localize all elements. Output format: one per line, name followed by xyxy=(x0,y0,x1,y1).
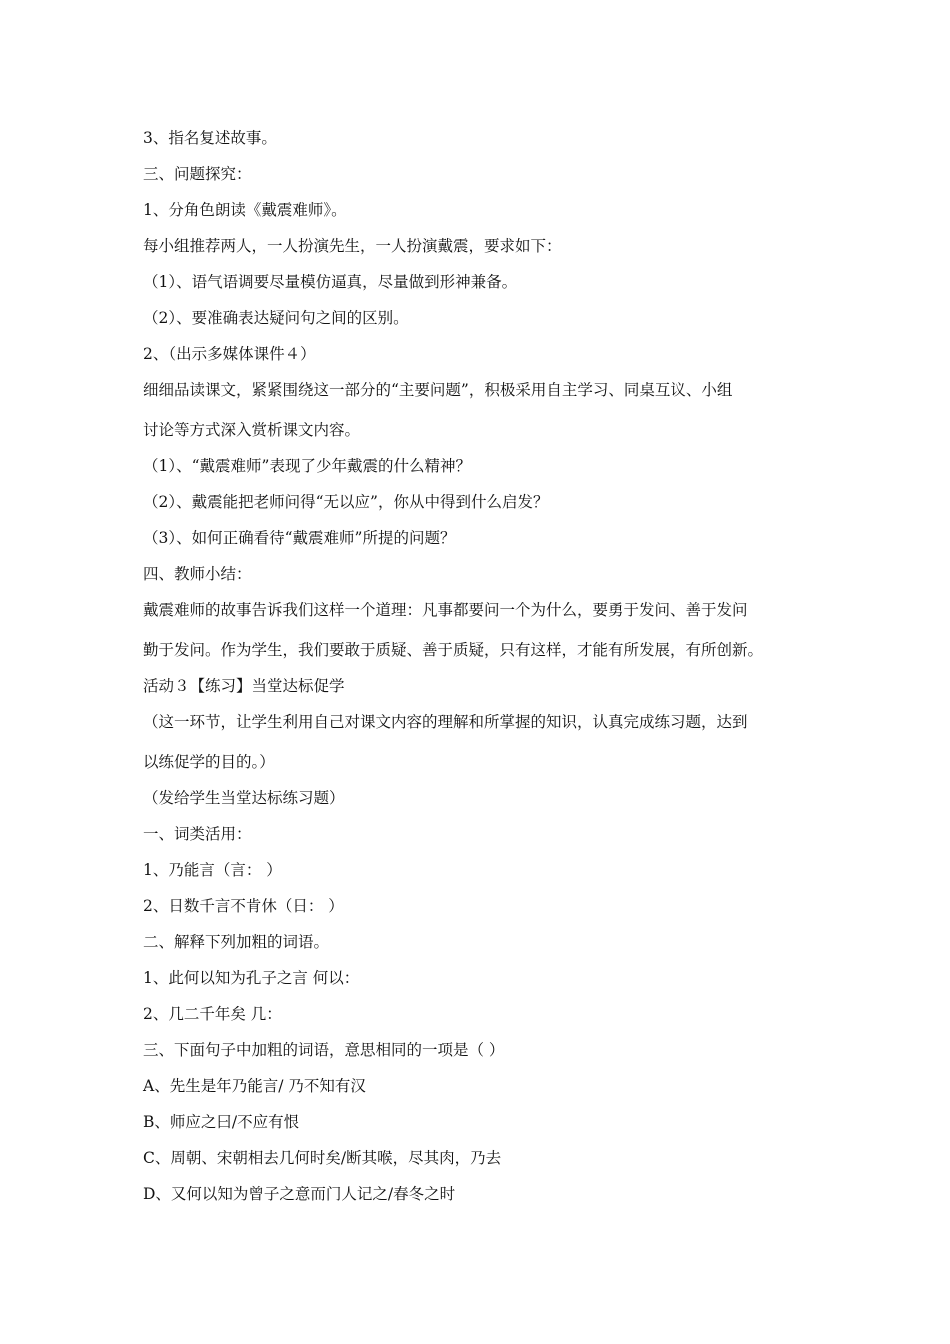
section-heading: 四、教师小结： xyxy=(143,565,252,583)
exercise-item: 2、几二千年矣 几： xyxy=(143,1005,282,1023)
text-line: 细细品读课文，紧紧围绕这一部分的“主要问题”，积极采用自主学习、同桌互议、小组 xyxy=(143,381,733,399)
exercise-item: 2、日数千言不肯休（日： ） xyxy=(143,897,344,915)
text-line: 3、指名复述故事。 xyxy=(143,129,277,147)
text-line: 讨论等方式深入赏析课文内容。 xyxy=(143,421,361,439)
option-a: A、先生是年乃能言/ 乃不知有汉 xyxy=(143,1077,366,1095)
text-line: 以练促学的目的。） xyxy=(143,753,275,771)
section-heading: 一、词类活用： xyxy=(143,825,252,843)
text-line: （2）、戴震能把老师问得“无以应”，你从中得到什么启发？ xyxy=(143,493,549,511)
text-line: （发给学生当堂达标练习题） xyxy=(143,789,345,807)
exercise-item: 1、乃能言（言： ） xyxy=(143,861,282,879)
section-heading: 三、问题探究： xyxy=(143,165,252,183)
section-heading: 三、下面句子中加粗的词语，意思相同的一项是（ ） xyxy=(143,1041,505,1059)
text-line: （1）、“戴震难师”表现了少年戴震的什么精神？ xyxy=(143,457,471,475)
text-line: 戴震难师的故事告诉我们这样一个道理：凡事都要问一个为什么，要勇于发问、善于发问 xyxy=(143,601,748,619)
option-d: D、又何以知为曾子之意而门人记之/春冬之时 xyxy=(143,1185,456,1203)
option-b: B、师应之曰/不应有恨 xyxy=(143,1113,300,1131)
option-c: C、周朝、宋朝相去几何时矣/断其喉，尽其肉，乃去 xyxy=(143,1149,502,1167)
text-line: （1）、语气语调要尽量模仿逼真，尽量做到形神兼备。 xyxy=(143,273,518,291)
exercise-item: 1、此何以知为孔子之言 何以： xyxy=(143,969,360,987)
text-line: 1、分角色朗读《戴震难师》。 xyxy=(143,201,347,219)
section-heading: 二、解释下列加粗的词语。 xyxy=(143,933,330,951)
text-line: （2）、要准确表达疑问句之间的区别。 xyxy=(143,309,409,327)
text-line: 每小组推荐两人，一人扮演先生，一人扮演戴震，要求如下： xyxy=(143,237,562,255)
activity-heading: 活动３【练习】当堂达标促学 xyxy=(143,677,345,695)
text-line: 勤于发问。作为学生，我们要敢于质疑、善于质疑，只有这样，才能有所发展，有所创新。 xyxy=(143,641,764,659)
text-line: （3）、如何正确看待“戴震难师”所提的问题？ xyxy=(143,529,456,547)
text-line: 2、（出示多媒体课件４） xyxy=(143,345,316,363)
text-line: （这一环节，让学生利用自己对课文内容的理解和所掌握的知识，认真完成练习题，达到 xyxy=(143,713,748,731)
